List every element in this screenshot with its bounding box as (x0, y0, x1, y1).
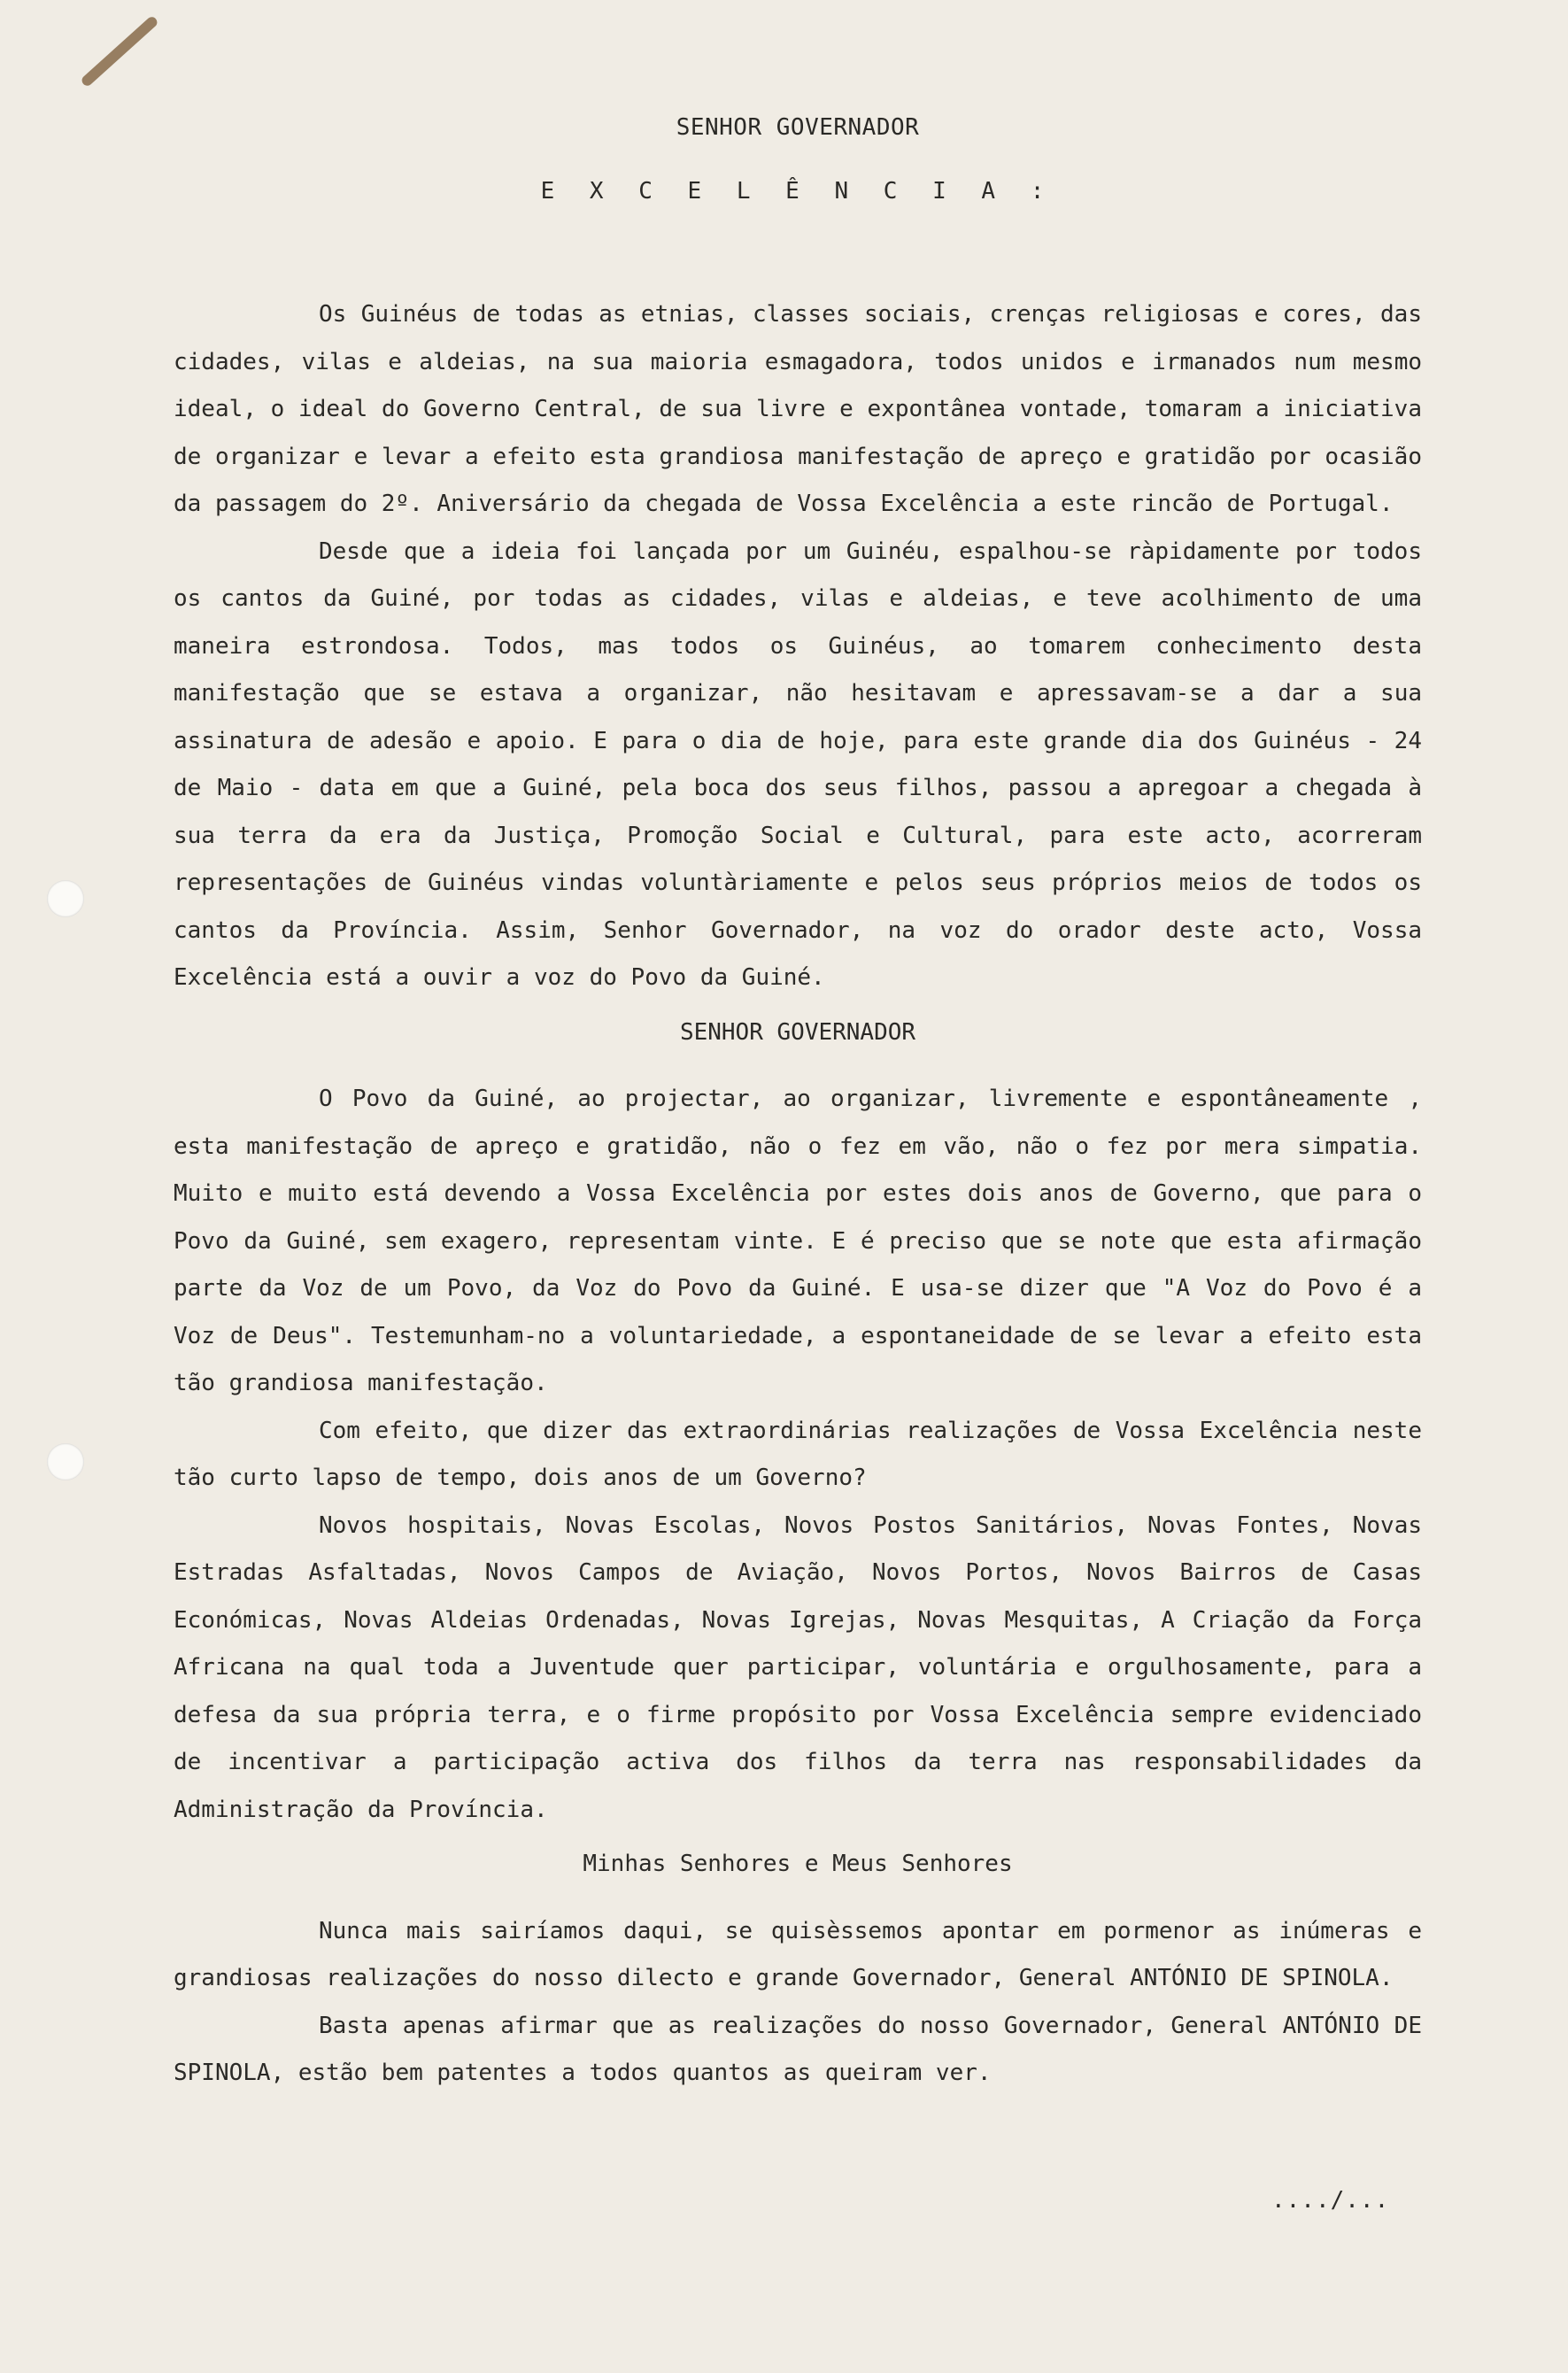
punch-hole (47, 880, 84, 917)
paragraph: Os Guinéus de todas as etnias, classes sociais, crenças religiosas e cores, das cidades, vilas e aldeias, na sua maioria esmagadora, todos unidos e irmanados num mesmo ideal, o ideal do Governo Central, de sua livre e expontânea vontade, tomaram a iniciativa de organizar e levar a efeito esta grandiosa manifestação de apreço e gratidão por ocasião da passagem do 2º. Aniversário da chegada de Vossa Excelência a este rincão de Portugal. (174, 301, 1422, 517)
heading: SENHOR GOVERNADOR (676, 114, 920, 141)
subheading: SENHOR GOVERNADOR (679, 1018, 916, 1046)
ink-stain (80, 15, 159, 89)
paragraph: Basta apenas afirmar que as realizações do nosso Governador, General ANTÓNIO DE SPINOLA, estão bem patentes a todos quantos as queiram ver. (174, 2012, 1422, 2086)
page-continuation-mark: ..../... (1271, 2187, 1390, 2214)
paragraph: O Povo da Guiné, ao projectar, ao organizar, livremente e espontâneamente , esta manifestação de apreço e gratidão, não o fez em vão, não o fez por mera simpatia. Muito e muito está devendo a Vossa Excelência por estes dois anos de Governo, que para o Povo da Guiné, sem exagero, representam vinte. E é preciso que se note que esta afirmação parte da Voz de um Povo, da Voz do Povo da Guiné. E usa-se dizer que "A Voz do Povo é a Voz de Deus". Testemunham-no a voluntariedade, a espontaneidade de se levar a efeito esta tão grandiosa manifestação. (174, 1086, 1422, 1396)
document-body (174, 104, 1422, 2098)
salutation: E X C E L Ê N C I A : (540, 177, 1055, 205)
subheading-audience: Minhas Senhores e Meus Senhores (583, 1851, 1013, 1877)
paragraph: Nunca mais sairíamos daqui, se quisèssemos apontar em pormenor as inúmeras e grandiosas realizações do nosso dilecto e grande Governador, General ANTÓNIO DE SPINOLA. (174, 1917, 1422, 1991)
paragraph: Novos hospitais, Novas Escolas, Novos Postos Sanitários, Novas Fontes, Novas Estradas Asfaltadas, Novos Campos de Aviação, Novos Portos, Novos Bairros de Casas Económicas, Novas Aldeias Ordenadas, Novas Igrejas, Novas Mesquitas, A Criação da Força Africana na qual toda a Juventude quer participar, voluntária e orgulhosamente, para a defesa da sua própria terra, e o firme propósito por Vossa Excelência sempre evidenciado de incentivar a participação activa dos filhos da terra nas responsabilidades da Administração da Província. (174, 1511, 1422, 1823)
paragraph: Desde que a ideia foi lançada por um Guinéu, espalhou-se ràpidamente por todos os cantos da Guiné, por todas as cidades, vilas e aldeias, e teve acolhimento de uma maneira estrondosa. Todos, mas todos os Guinéus, ao tomarem conhecimento desta manifestação que se estava a organizar, não hesitavam e apressavam-se a dar a sua assinatura de adesão e apoio. E para o dia de hoje, para este grande dia dos Guinéus - 24 de Maio - data em que a Guiné, pela boca dos seus filhos, passou a apregoar a chegada à sua terra da era da Justiça, Promoção Social e Cultural, para este acto, acorreram representações de Guinéus vindas voluntàriamente e pelos seus próprios meios de todos os cantos da Província. Assim, Senhor Governador, na voz do orador deste acto, Vossa Excelência está a ouvir a voz do Povo da Guiné. (174, 537, 1422, 991)
paragraph: Com efeito, que dizer das extraordinárias realizações de Vossa Excelência neste tão curto lapso de tempo, dois anos de um Governo? (174, 1417, 1422, 1491)
punch-hole (47, 1443, 84, 1480)
